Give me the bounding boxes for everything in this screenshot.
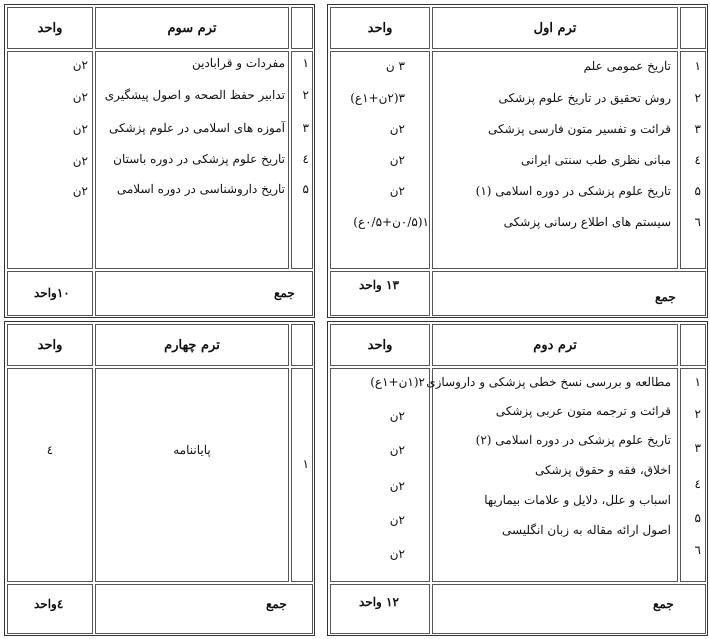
row-number: ۳ (302, 121, 309, 135)
row-number: ٤ (694, 477, 701, 491)
total-label: جمع (274, 286, 295, 300)
term-3-number-header (291, 7, 313, 49)
course-units: ٤ (46, 443, 54, 457)
term-4-total-value-cell (7, 584, 93, 634)
course-name: سیستم های اطلاع رسانی پزشکی (503, 215, 671, 229)
row-number: ۵ (694, 511, 701, 525)
term-2-courses (426, 368, 678, 582)
course-units: ۲ن (72, 90, 88, 104)
term-3-title: ترم سوم (95, 7, 289, 49)
row-number: ۳ (694, 122, 701, 136)
term-1-panel (327, 4, 708, 318)
total-value: ۱۰واحد (34, 286, 70, 300)
course-name: اصول ارائه مقاله به زبان انگلیسی (502, 523, 671, 537)
row-number: ۱ (694, 375, 701, 389)
course-units: ۲ن (389, 409, 405, 423)
term-2-total-value-cell (330, 584, 430, 634)
total-label: جمع (655, 290, 676, 304)
course-units: ۲ن (72, 184, 88, 198)
course-name: مطالعه و بررسی نسخ خطی پزشکی و داروسازی (426, 375, 671, 389)
course-units: ۳(۲ن+۱ع) (350, 91, 405, 105)
term-4-number-header (291, 324, 313, 366)
row-number: ۲ (694, 91, 701, 105)
term-4-panel (4, 321, 315, 636)
course-name: تاریخ علوم پزشکی در دوره باستان (113, 152, 285, 166)
term-4-numbers (291, 368, 313, 582)
total-value: ٤واحد (34, 597, 64, 611)
term-2-number-header (680, 324, 706, 366)
term-2-panel (327, 321, 708, 636)
course-name: مبانی نظری طب سنتی ایرانی (520, 153, 671, 167)
course-name: تاریخ علوم پزشکی در دوره اسلامی (۱) (475, 184, 671, 198)
course-name: تاریخ داروشناسی در دوره اسلامی (116, 182, 285, 196)
term-4-title: ترم چهارم (95, 324, 289, 366)
term-2-unit-header: واحد (330, 324, 430, 366)
total-value: ۱۲ واحد (359, 595, 399, 609)
term-3-total-value-cell (7, 271, 93, 316)
term-3-units (7, 51, 93, 269)
row-number: ۲ (694, 407, 701, 421)
term-1-units (330, 51, 430, 269)
term-3-panel (4, 4, 315, 318)
course-units: ۲(۱ن+۱ع) (370, 375, 425, 389)
course-name: آموزه های اسلامی در علوم پزشکی (108, 121, 285, 135)
course-units: ۱(۰/۵ن+۰/۵ع) (353, 215, 429, 229)
term-3-courses (95, 51, 289, 269)
course-units: ۲ن (72, 122, 88, 136)
total-label: جمع (266, 597, 287, 611)
term-2-units (330, 368, 430, 582)
course-units: ۲ن (389, 547, 405, 561)
course-name: قرائت و ترجمه متون عربی پزشکی (495, 404, 671, 418)
course-name: روش تحقیق در تاریخ علوم پزشکی (498, 91, 671, 105)
course-units: ۳ ن (385, 59, 405, 73)
term-2-title: ترم دوم (432, 324, 678, 366)
term-1-title: ترم اول (432, 7, 678, 49)
term-1-total-row (432, 271, 706, 316)
term-3-unit-header: واحد (7, 7, 93, 49)
term-3-numbers (291, 51, 313, 269)
row-number: ٦ (694, 215, 701, 229)
course-name: اخلاق، فقه و حقوق پزشکی (534, 463, 671, 477)
row-number: ۱ (694, 59, 701, 73)
course-units: ۲ن (72, 58, 88, 72)
row-number: ۵ (694, 184, 701, 198)
row-number: ۵ (302, 182, 309, 196)
row-number: ٤ (302, 152, 309, 166)
row-number: ۳ (694, 441, 701, 455)
row-number: ٦ (694, 543, 701, 557)
term-1-total-value-cell (330, 271, 430, 316)
course-name: پایاننامه (173, 443, 211, 457)
row-number: ۱ (302, 56, 309, 70)
row-number: ٤ (694, 153, 701, 167)
term-4-unit-header: واحد (7, 324, 93, 366)
course-name: تاریخ علوم پزشکی در دوره اسلامی (۲) (475, 433, 671, 447)
term-1-number-header (680, 7, 706, 49)
total-label: جمع (653, 597, 674, 611)
term-2-total-row (432, 584, 706, 634)
row-number: ۱ (302, 457, 309, 471)
term-3-total-row (95, 271, 313, 316)
term-2-numbers (680, 368, 706, 582)
row-number: ۲ (302, 88, 309, 102)
course-units: ۲ن (389, 122, 405, 136)
term-1-courses (432, 51, 678, 269)
term-1-numbers (680, 51, 706, 269)
course-units: ۲ن (389, 184, 405, 198)
course-units: ۲ن (389, 443, 405, 457)
total-value: ۱۳ واحد (359, 278, 399, 292)
course-units: ۲ن (389, 153, 405, 167)
term-4-units (7, 368, 93, 582)
term-4-total-row (95, 584, 313, 634)
course-units: ۲ن (389, 479, 405, 493)
course-units: ۲ن (389, 513, 405, 527)
course-name: تاریخ عمومی علم (583, 59, 671, 73)
term-1-unit-header: واحد (330, 7, 430, 49)
term-4-courses (95, 368, 289, 582)
course-name: اسباب و علل، دلایل و علامات بیماریها (484, 493, 671, 507)
course-name: مفردات و قرابادین (191, 56, 285, 70)
course-name: قرائت و تفسیر متون فارسی پزشکی (488, 122, 671, 136)
course-units: ۲ن (72, 154, 88, 168)
course-name: تدابیر حفظ الصحه و اصول پیشگیری (104, 88, 285, 102)
